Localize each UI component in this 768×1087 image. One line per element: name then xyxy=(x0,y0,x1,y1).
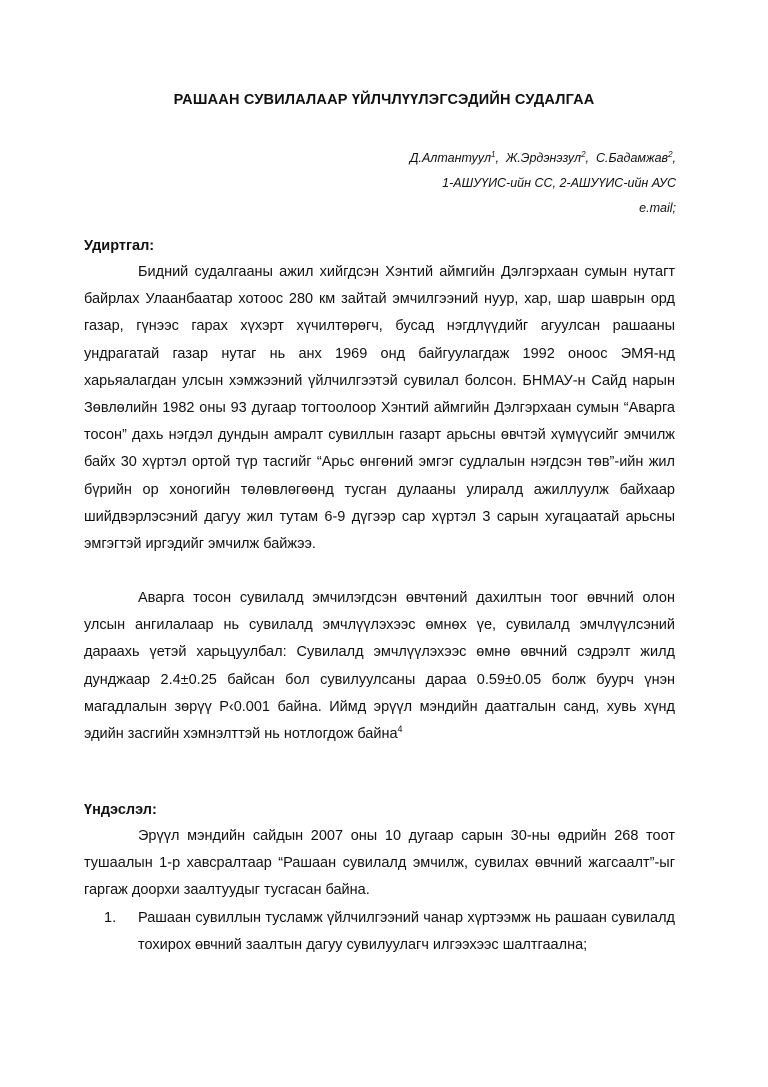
intro-paragraph-1-text: Бидний судалгааны ажил хийгдсэн Хэнтий аймгийн Дэлгэрхаан сумын нутагт байрлах Улаанбаатар хотоос 280 км зайтай эмчилгээний нуур, хар, шар шаврын орд газар, гүнээс гарах хүхэрт хүчилтөрөгч, бусад нэгдлүүдийг агуулсан рашааны ундрагатай газар нутаг нь анх 1969 онд байгуулагдаж 1992 оноос ЭМЯ-нд харьяалагдан улсын хэмжээний үйлчилгээтэй сувилал болсон. БНМАУ-н Сайд нарын Зөвлөлийн 1982 оны 93 дугаар тогтоолоор Хэнтий аймгийн Дэлгэрхаан сумын “Аварга тосон” дахь нэгдэл дундын амралт сувиллын газарт арьсны өвчтэй хүмүүсийг эмчилж байх 30 хүртэл ортой түр тасгийг “Арьс өнгөний эмгэг судлалын нэгдсэн төв”-ийн жил бүрийн ор хоногийн төлөвлөгөөнд тусган дулааны улиралд ажиллуулж байхаар шийдвэрлэсэний дагуу жил тутам 6-9 дүгээр сар хүртэл 3 сарын хугацаатай арьсны эмгэгтэй иргэдийг эмчилж байжээ. xyxy=(84,264,675,553)
list-item-text: Рашаан сувиллын тусламж үйлчилгээний чанар хүртээмж нь рашаан сувилалд тохирох өвчний заалтын дагуу сувилуулагч илгээхээс шалтгаална; xyxy=(138,910,675,954)
author-name: С.Бадамжав xyxy=(595,151,669,166)
intro-paragraph-2 xyxy=(84,585,675,748)
document-title: РАШААН СУВИЛАЛААР ҮЙЛЧЛҮҮЛЭГСЭДИЙН СУДАЛГАА xyxy=(173,92,595,108)
list-item-number: 1. xyxy=(104,910,117,926)
basis-paragraph-1-text: Эрүүл мэндийн сайдын 2007 оны 10 дугаар сарын 30-ны өдрийн 268 тоот тушаалын 1-р хавсралтаар “Рашаан сувилалд эмчилж, сувилах өвчний жагсаалт”-ыг гаргаж доорхи заалтуудыг тусгасан байна. xyxy=(84,828,675,899)
author-affiliations: 1-АШУҮИС-ийн СС, 2-АШУҮИС-ийн АУС xyxy=(442,176,676,191)
reference-superscript: 4 xyxy=(397,724,403,735)
author-name: Ж.Эрдэнэзул xyxy=(505,151,582,166)
author-name: Д.Алтантуул xyxy=(409,151,491,166)
author-block xyxy=(276,142,676,221)
basis-heading: Үндэслэл: xyxy=(84,802,157,818)
author-superscript: 2 xyxy=(581,150,586,159)
basis-paragraph-1 xyxy=(84,823,675,905)
intro-paragraph-2-text: Аварга тосон сувилалд эмчилэгдсэн өвчтөний дахилтын тоог өвчний олон улсын ангилалаар нь сувилалд эмчлүүлэхээс өмнөх үе, сувилалд эмчлүүлсэний дараахь үетэй харьцуулбал: Сувилалд эмчлүүлэхээс өмнө өвчний сэдрэлт жилд дунджаар 2.4±0.25 байсан бол сувилуулсаны дараа 0.59±0.05 болж буурч үнэн магадлалын зөрүү P‹0.001 байна. Иймд эрүүл мэндийн даатгалын санд, хувь хүнд эдийн засгийн хэмнэлттэй нь нотлогдож байна xyxy=(84,590,675,743)
intro-heading: Удиртгал: xyxy=(84,238,155,254)
author-email: e.mail; xyxy=(639,201,676,216)
numbered-list xyxy=(84,905,675,959)
list-item xyxy=(84,905,675,959)
author-superscript: 2 xyxy=(668,150,673,159)
author-superscript: 1 xyxy=(491,150,496,159)
author-names: Д.Алтантуул$^1$, Ж.Эрдэнэзул$^2$, С.Бадамжав$^2$, xyxy=(409,150,676,166)
intro-paragraph-1 xyxy=(84,259,675,558)
